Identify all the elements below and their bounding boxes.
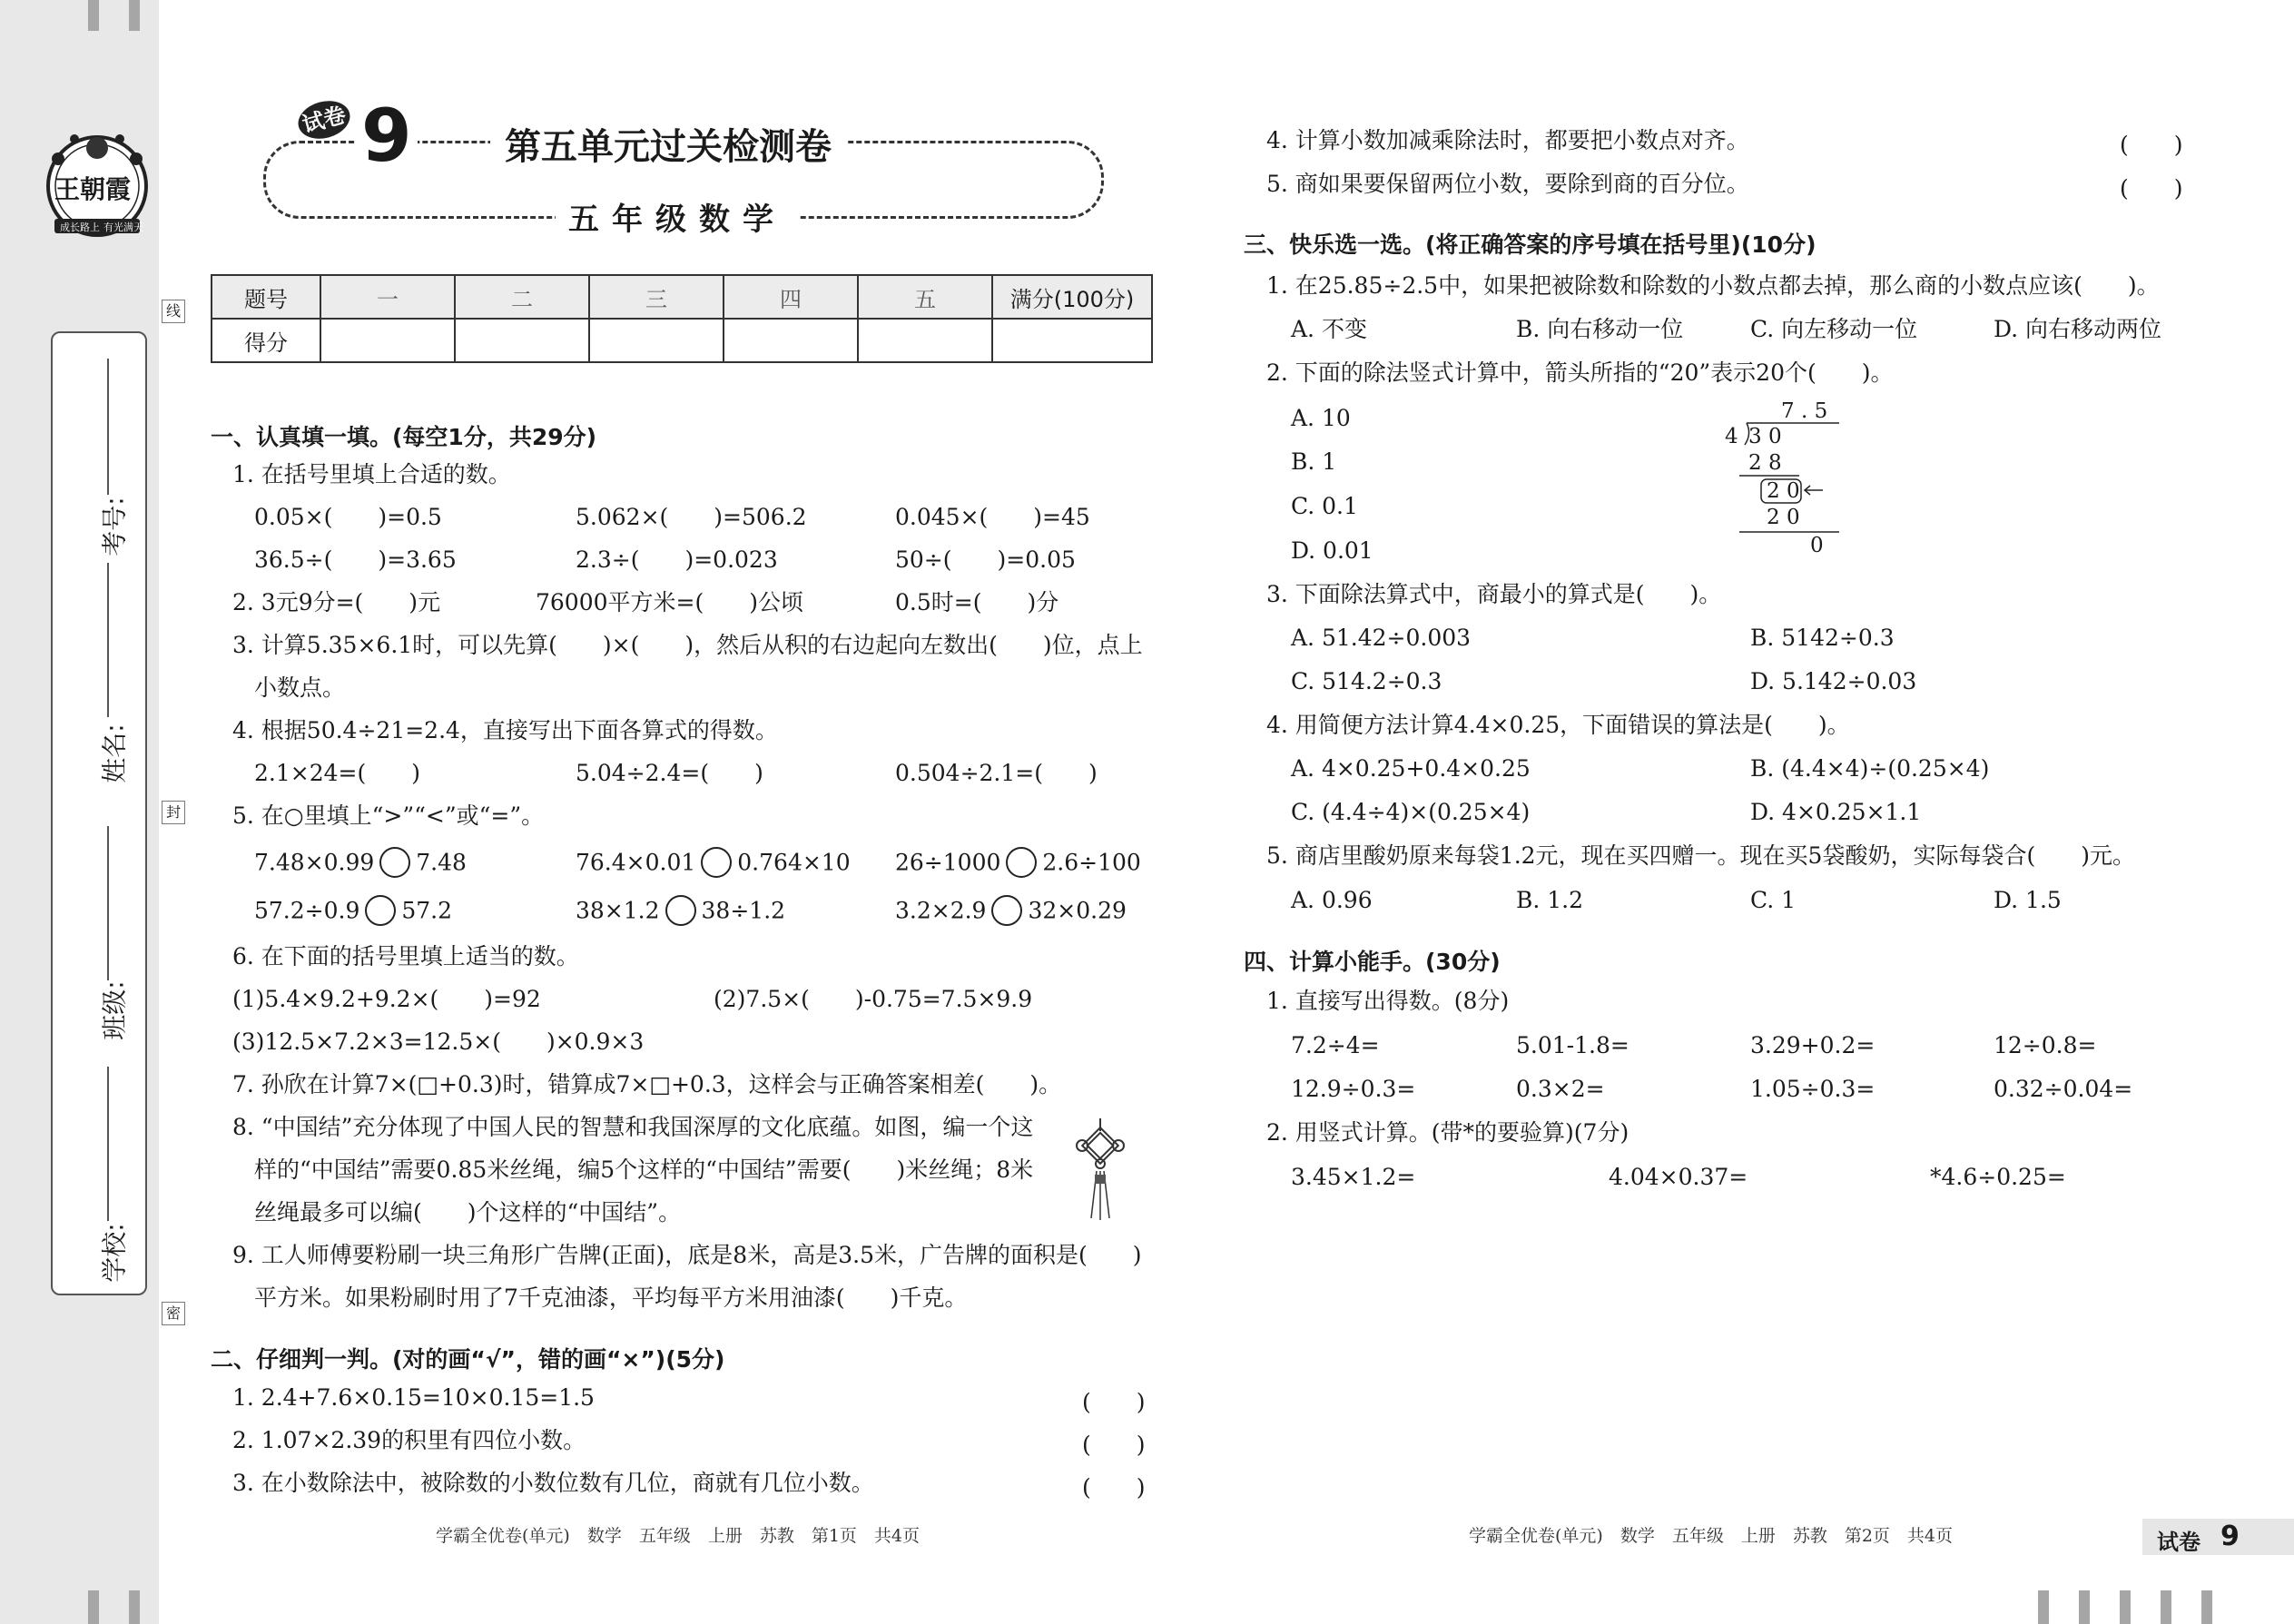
score-row bbox=[212, 319, 1152, 362]
student-info-box bbox=[51, 331, 147, 1295]
fill-item: 36.5÷( )=3.65 bbox=[254, 546, 457, 573]
question-text: 5. 在○里填上“>”“<”或“=”。 bbox=[232, 802, 545, 829]
compare-circle[interactable] bbox=[701, 847, 732, 878]
option[interactable]: C. (4.4÷4)×(0.25×4) bbox=[1291, 799, 1531, 825]
fill-item: 76000平方米=( )公顷 bbox=[536, 589, 803, 615]
calc-item: *4.6÷0.25= bbox=[1930, 1164, 2066, 1190]
calc-item: 3.45×1.2= bbox=[1291, 1164, 1416, 1190]
option[interactable]: A. 10 bbox=[1291, 405, 1351, 431]
option[interactable]: D. 4×0.25×1.1 bbox=[1750, 799, 1922, 825]
long-division-figure bbox=[1716, 399, 1852, 563]
fill-item: 2.3÷( )=0.023 bbox=[576, 546, 778, 573]
calc-item: 0.32÷0.04= bbox=[1994, 1076, 2133, 1102]
question-text: 8. “中国结”充分体现了中国人民的智慧和我国深厚的文化底蕴。如图，编一个这 bbox=[232, 1114, 1034, 1140]
option[interactable]: A. 4×0.25+0.4×0.25 bbox=[1291, 755, 1531, 782]
score-cell[interactable] bbox=[858, 319, 992, 362]
fill-item: (3)12.5×7.2×3=12.5×( )×0.9×3 bbox=[232, 1029, 645, 1055]
total-score-header: 满分(100分) bbox=[992, 275, 1152, 319]
exam-number-label: 考号: bbox=[99, 497, 130, 556]
division-remainder: 0 bbox=[1810, 534, 1824, 557]
fill-item: 2. 3元9分=( )元 bbox=[232, 589, 441, 615]
binding-tick bbox=[88, 0, 99, 31]
compare-right: 32×0.29 bbox=[1028, 897, 1127, 924]
calc-item: 3.29+0.2= bbox=[1750, 1032, 1876, 1058]
section-heading: 一、认真填一填。(每空1分，共29分) bbox=[211, 424, 597, 450]
calc-item: 5.01-1.8= bbox=[1516, 1032, 1629, 1058]
judge-item: 5. 商如果要保留两位小数，要除到商的百分位。 bbox=[1266, 171, 1749, 197]
question-text: 4. 用简便方法计算4.4×0.25，下面错误的算法是( )。 bbox=[1266, 712, 1850, 738]
compare-left: 76.4×0.01 bbox=[576, 849, 696, 876]
compare-circle[interactable] bbox=[1006, 847, 1037, 878]
question-text: 丝绳最多可以编( )个这样的“中国结”。 bbox=[254, 1199, 682, 1225]
binding-tick bbox=[129, 0, 140, 31]
calc-item: 0.3×2= bbox=[1516, 1076, 1605, 1102]
class-field[interactable] bbox=[107, 826, 109, 980]
question-text: 6. 在下面的括号里填上适当的数。 bbox=[232, 943, 579, 969]
compare-right: 38÷1.2 bbox=[701, 897, 786, 924]
question-text: 样的“中国结”需要0.85米丝绳，编5个这样的“中国结”需要( )米丝绳；8米 bbox=[254, 1156, 1034, 1183]
calc-item: 1.05÷0.3= bbox=[1750, 1076, 1876, 1102]
question-text: 7. 孙欣在计算7×(□+0.3)时，错算成7×□+0.3，这样会与正确答案相差( )。 bbox=[232, 1071, 1062, 1097]
binding-tick bbox=[88, 1590, 99, 1624]
answer-paren[interactable]: ( ) bbox=[1082, 1389, 1146, 1415]
fill-item: 5.04÷2.4=( ) bbox=[576, 760, 763, 786]
compare-right: 57.2 bbox=[401, 897, 453, 924]
exam-badge bbox=[2142, 1519, 2294, 1555]
compare-item bbox=[254, 897, 452, 928]
question-text: 5. 商店里酸奶原来每袋1.2元，现在买四赠一。现在买5袋酸奶，实际每袋合( )元。 bbox=[1266, 842, 2135, 869]
score-column-header: 二 bbox=[455, 275, 589, 319]
compare-right: 2.6÷100 bbox=[1042, 849, 1141, 876]
compare-item bbox=[895, 897, 1127, 928]
compare-left: 7.48×0.99 bbox=[254, 849, 375, 876]
score-header-row bbox=[212, 275, 1152, 319]
option[interactable]: C. 向左移动一位 bbox=[1750, 316, 1918, 342]
page-footer-right: 学霸全优卷(单元) 数学 五年级 上册 苏教 第2页 共4页 bbox=[1469, 1526, 1954, 1546]
calc-item: 7.2÷4= bbox=[1291, 1032, 1380, 1058]
option[interactable]: C. 1 bbox=[1750, 887, 1797, 913]
compare-circle[interactable] bbox=[991, 895, 1022, 926]
option[interactable]: D. 1.5 bbox=[1994, 887, 2062, 913]
calc-item: 12÷0.8= bbox=[1994, 1032, 2097, 1058]
publisher-logo bbox=[38, 123, 156, 250]
score-column-header: 三 bbox=[589, 275, 724, 319]
option[interactable]: A. 0.96 bbox=[1291, 887, 1373, 913]
score-label: 得分 bbox=[212, 319, 320, 362]
compare-left: 26÷1000 bbox=[895, 849, 1001, 876]
compare-left: 57.2÷0.9 bbox=[254, 897, 360, 924]
exam-tag: 试卷 bbox=[294, 95, 354, 144]
compare-left: 38×1.2 bbox=[576, 897, 660, 924]
option[interactable]: B. (4.4×4)÷(0.25×4) bbox=[1750, 755, 1990, 782]
fill-item: (1)5.4×9.2+9.2×( )=92 bbox=[232, 986, 541, 1012]
binding-tick bbox=[2079, 1590, 2090, 1624]
option[interactable]: D. 0.01 bbox=[1291, 537, 1373, 564]
compare-circle[interactable] bbox=[665, 895, 696, 926]
binding-tick bbox=[2120, 1590, 2131, 1624]
division-quotient: 7 . 5 bbox=[1781, 399, 1828, 423]
binding-mark-line: 线 bbox=[162, 300, 185, 323]
score-table bbox=[211, 274, 1153, 363]
question-text: 1. 在25.85÷2.5中，如果把被除数和除数的小数点都去掉，那么商的小数点应该( )。 bbox=[1266, 272, 2160, 299]
binding-tick bbox=[2161, 1590, 2171, 1624]
judge-item: 2. 1.07×2.39的积里有四位小数。 bbox=[232, 1427, 586, 1453]
section-heading: 四、计算小能手。(30分) bbox=[1244, 949, 1501, 975]
question-text: 3. 下面除法算式中，商最小的算式是( )。 bbox=[1266, 581, 1722, 607]
fill-item: 5.062×( )=506.2 bbox=[576, 504, 807, 530]
exam-number-field[interactable] bbox=[107, 359, 109, 495]
score-cell[interactable] bbox=[455, 319, 589, 362]
fill-item: 0.5时=( )分 bbox=[895, 589, 1059, 615]
compare-left: 3.2×2.9 bbox=[895, 897, 987, 924]
division-divisor: 4 bbox=[1725, 425, 1738, 448]
badge-label: 试卷 bbox=[2157, 1530, 2200, 1555]
compare-right: 7.48 bbox=[416, 849, 467, 876]
judge-item: 1. 2.4+7.6×0.15=10×0.15=1.5 bbox=[232, 1384, 595, 1411]
answer-paren[interactable]: ( ) bbox=[2120, 175, 2183, 202]
fill-item: 0.504÷2.1=( ) bbox=[895, 760, 1098, 786]
question-text: 1. 直接写出得数。(8分) bbox=[1266, 988, 1510, 1014]
option[interactable]: B. 1.2 bbox=[1516, 887, 1584, 913]
score-cell[interactable] bbox=[724, 319, 858, 362]
total-score-cell[interactable] bbox=[992, 319, 1152, 362]
option[interactable]: B. 5142÷0.3 bbox=[1750, 625, 1895, 651]
division-dividend: 3 0 bbox=[1748, 425, 1782, 448]
score-column-header: 一 bbox=[320, 275, 455, 319]
compare-item bbox=[895, 849, 1141, 880]
answer-paren[interactable]: ( ) bbox=[1082, 1432, 1146, 1458]
section-heading: 二、仔细判一判。(对的画“√”，错的画“×”)(5分) bbox=[211, 1346, 725, 1373]
compare-circle[interactable] bbox=[379, 847, 410, 878]
binding-tick bbox=[2201, 1590, 2212, 1624]
fill-item: 50÷( )=0.05 bbox=[895, 546, 1076, 573]
judge-item: 3. 在小数除法中，被除数的小数位数有几位，商就有几位小数。 bbox=[232, 1470, 874, 1496]
division-step: 2 8 bbox=[1748, 451, 1782, 475]
option[interactable]: B. 1 bbox=[1291, 448, 1337, 475]
answer-paren[interactable]: ( ) bbox=[1082, 1474, 1146, 1501]
division-step-highlighted: 2 0 bbox=[1767, 479, 1800, 503]
logo-slogan: 有光满天 bbox=[103, 221, 143, 233]
binding-tick bbox=[2038, 1590, 2049, 1624]
option[interactable]: C. 514.2÷0.3 bbox=[1291, 668, 1442, 694]
calc-item: 12.9÷0.3= bbox=[1291, 1076, 1416, 1102]
score-column-header: 五 bbox=[858, 275, 992, 319]
school-field[interactable] bbox=[107, 1067, 109, 1221]
judge-item: 4. 计算小数加减乘除法时，都要把小数点对齐。 bbox=[1266, 127, 1749, 153]
badge-number: 9 bbox=[2220, 1521, 2240, 1552]
compare-item bbox=[576, 897, 785, 928]
option[interactable]: C. 0.1 bbox=[1291, 493, 1358, 519]
question-text: 9. 工人师傅要粉刷一块三角形广告牌(正面)，底是8米，高是3.5米，广告牌的面积是( ) bbox=[232, 1242, 1142, 1268]
compare-right: 0.764×10 bbox=[737, 849, 851, 876]
logo-slogan: 成长路上 bbox=[60, 221, 100, 233]
page-footer-left: 学霸全优卷(单元) 数学 五年级 上册 苏教 第1页 共4页 bbox=[436, 1526, 921, 1546]
question-text: 2. 下面的除法竖式计算中，箭头所指的“20”表示20个( )。 bbox=[1266, 359, 1894, 386]
score-cell[interactable] bbox=[320, 319, 455, 362]
compare-circle[interactable] bbox=[365, 895, 396, 926]
question-text: 平方米。如果粉刷时用了7千克油漆，平均每平方米用油漆( )千克。 bbox=[254, 1284, 968, 1311]
calc-item: 4.04×0.37= bbox=[1609, 1164, 1748, 1190]
page-title: 第五单元过关检测卷 bbox=[490, 118, 846, 170]
question-text: 小数点。 bbox=[254, 674, 346, 701]
option[interactable]: A. 51.42÷0.003 bbox=[1291, 625, 1472, 651]
class-label: 班级: bbox=[99, 980, 130, 1040]
answer-paren[interactable]: ( ) bbox=[2120, 132, 2183, 158]
student-name-label: 姓名: bbox=[99, 723, 130, 783]
chinese-knot-icon bbox=[1073, 1118, 1127, 1227]
school-label: 学校: bbox=[99, 1223, 130, 1283]
exam-number: 9 bbox=[356, 100, 418, 172]
compare-item bbox=[254, 849, 467, 880]
binding-tick bbox=[129, 1590, 140, 1624]
option[interactable]: D. 5.142÷0.03 bbox=[1750, 668, 1917, 694]
fill-item: (2)7.5×( )-0.75=7.5×9.9 bbox=[714, 986, 1033, 1012]
division-step: 2 0 bbox=[1767, 506, 1800, 529]
section-heading: 三、快乐选一选。(将正确答案的序号填在括号里)(10分) bbox=[1244, 231, 1816, 258]
question-text: 4. 根据50.4÷21=2.4，直接写出下面各算式的得数。 bbox=[232, 717, 778, 743]
fill-item: 0.045×( )=45 bbox=[895, 504, 1090, 530]
question-text: 3. 计算5.35×6.1时，可以先算( )×( )，然后从积的右边起向左数出( )位，点上 bbox=[232, 632, 1143, 658]
fill-item: 2.1×24=( ) bbox=[254, 760, 420, 786]
binding-mark-seal: 封 bbox=[162, 801, 185, 824]
fill-item: 0.05×( )=0.5 bbox=[254, 504, 442, 530]
question-text: 2. 用竖式计算。(带*的要验算)(7分) bbox=[1266, 1119, 1629, 1146]
student-name-field[interactable] bbox=[107, 563, 109, 717]
binding-mark-secret: 密 bbox=[162, 1302, 185, 1325]
page-subtitle: 五年级数学 bbox=[556, 194, 799, 239]
score-cell[interactable] bbox=[589, 319, 724, 362]
question-number-label: 题号 bbox=[212, 275, 320, 319]
question-text: 1. 在括号里填上合适的数。 bbox=[232, 461, 511, 487]
option[interactable]: B. 向右移动一位 bbox=[1516, 316, 1684, 342]
option[interactable]: D. 向右移动两位 bbox=[1994, 316, 2162, 342]
logo-name: 王朝霞 bbox=[54, 174, 132, 204]
compare-item bbox=[576, 849, 851, 880]
option[interactable]: A. 不变 bbox=[1291, 316, 1367, 342]
score-column-header: 四 bbox=[724, 275, 858, 319]
